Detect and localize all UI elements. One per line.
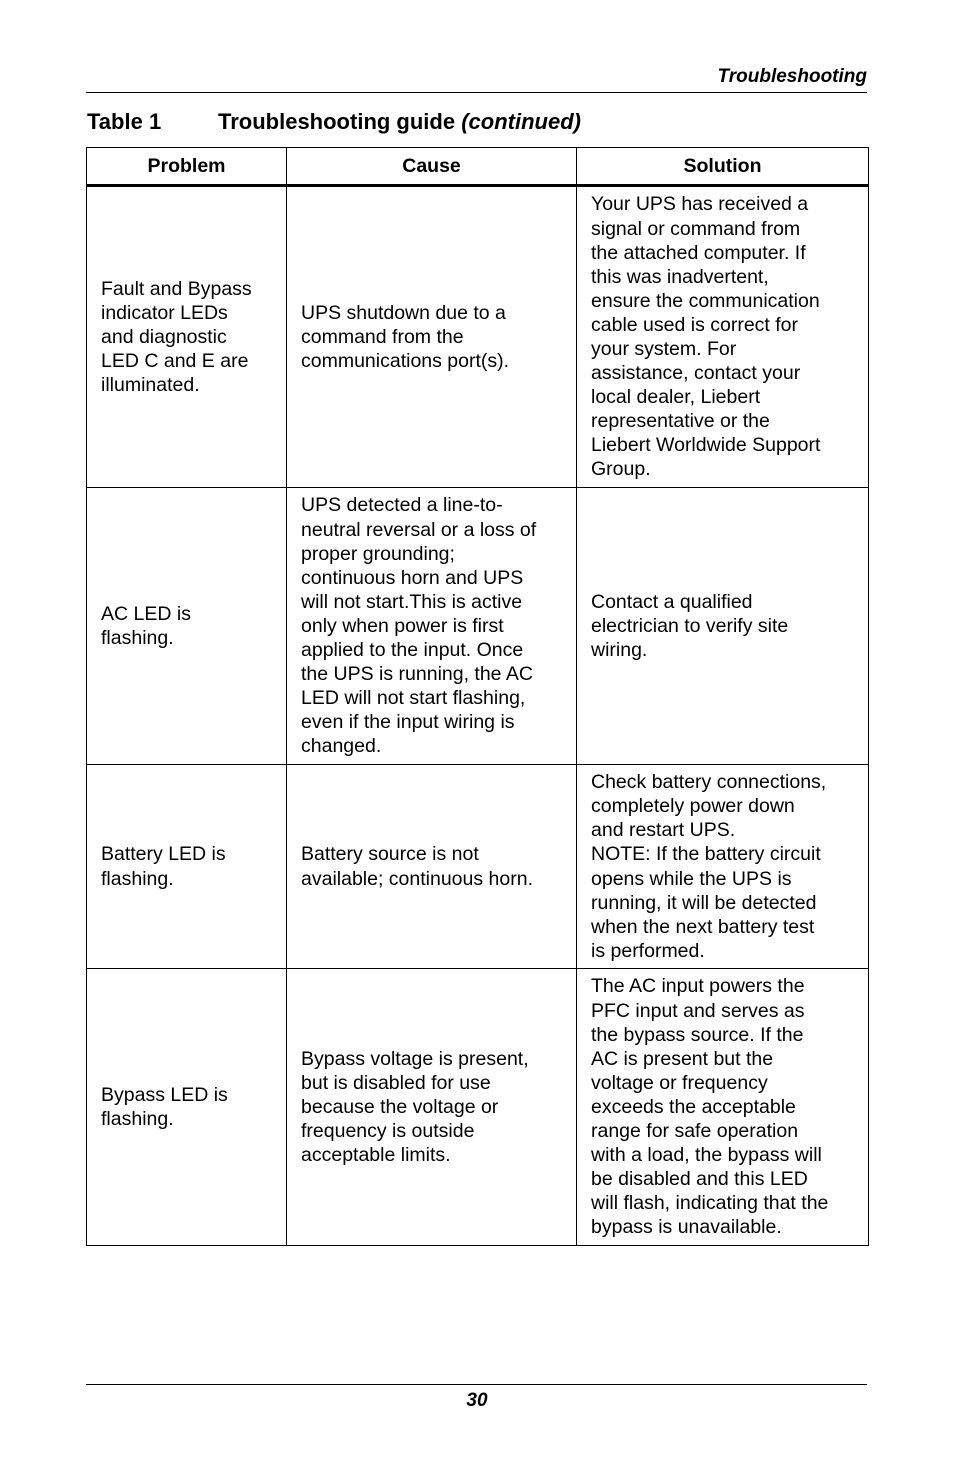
table-row	[87, 765, 869, 969]
solution-cell: Check battery connections, completely power down and restart UPS. NOTE: If the battery circuit opens while the UPS is running, it will be detected when the next battery test is performed.	[577, 765, 869, 969]
table-row	[87, 186, 869, 488]
table-header-row	[87, 148, 869, 186]
table-row	[87, 969, 869, 1246]
problem-cell: Fault and Bypass indicator LEDs and diagnostic LED C and E are illuminated.	[87, 186, 287, 488]
cause-cell: UPS shutdown due to a command from the communications port(s).	[287, 186, 577, 488]
solution-cell: The AC input powers the PFC input and serves as the bypass source. If the AC is present but the voltage or frequency exceeds the acceptable range for safe operation with a load, the bypass will be disabled and this LED will flash, indicating that the bypass is unavailable.	[577, 969, 869, 1246]
table-continued: (continued)	[461, 109, 581, 134]
solution-cell: Contact a qualified electrician to verify site wiring.	[577, 488, 869, 765]
problem-cell: Bypass LED is flashing.	[87, 969, 287, 1246]
table-caption	[87, 109, 581, 135]
column-header-cause: Cause	[287, 148, 577, 186]
header-rule	[86, 92, 867, 93]
table-title: Troubleshooting guide	[218, 109, 456, 134]
footer-rule	[86, 1384, 867, 1385]
column-header-problem: Problem	[87, 148, 287, 186]
cause-cell: Bypass voltage is present, but is disabled for use because the voltage or frequency is outside acceptable limits.	[287, 969, 577, 1246]
cause-cell: Battery source is not available; continuous horn.	[287, 765, 577, 969]
problem-cell: AC LED is flashing.	[87, 488, 287, 765]
table-row	[87, 488, 869, 765]
column-header-solution: Solution	[577, 148, 869, 186]
solution-cell: Your UPS has received a signal or command from the attached computer. If this was inadvertent, ensure the communication cable used is correct for your system. For assistance, contact your local dealer, Liebert representative or the Liebert Worldwide Support Group.	[577, 186, 869, 488]
problem-cell: Battery LED is flashing.	[87, 765, 287, 969]
troubleshooting-table	[86, 147, 869, 1246]
running-head: Troubleshooting	[717, 66, 867, 87]
page-number: 30	[466, 1390, 488, 1411]
cause-cell: UPS detected a line-to- neutral reversal or a loss of proper grounding; continuous horn and UPS will not start.This is active only when power is first applied to the input. Once the UPS is running, the AC LED will not start flashing, even if the input wiring is changed.	[287, 488, 577, 765]
table-number: Table 1	[87, 109, 162, 134]
